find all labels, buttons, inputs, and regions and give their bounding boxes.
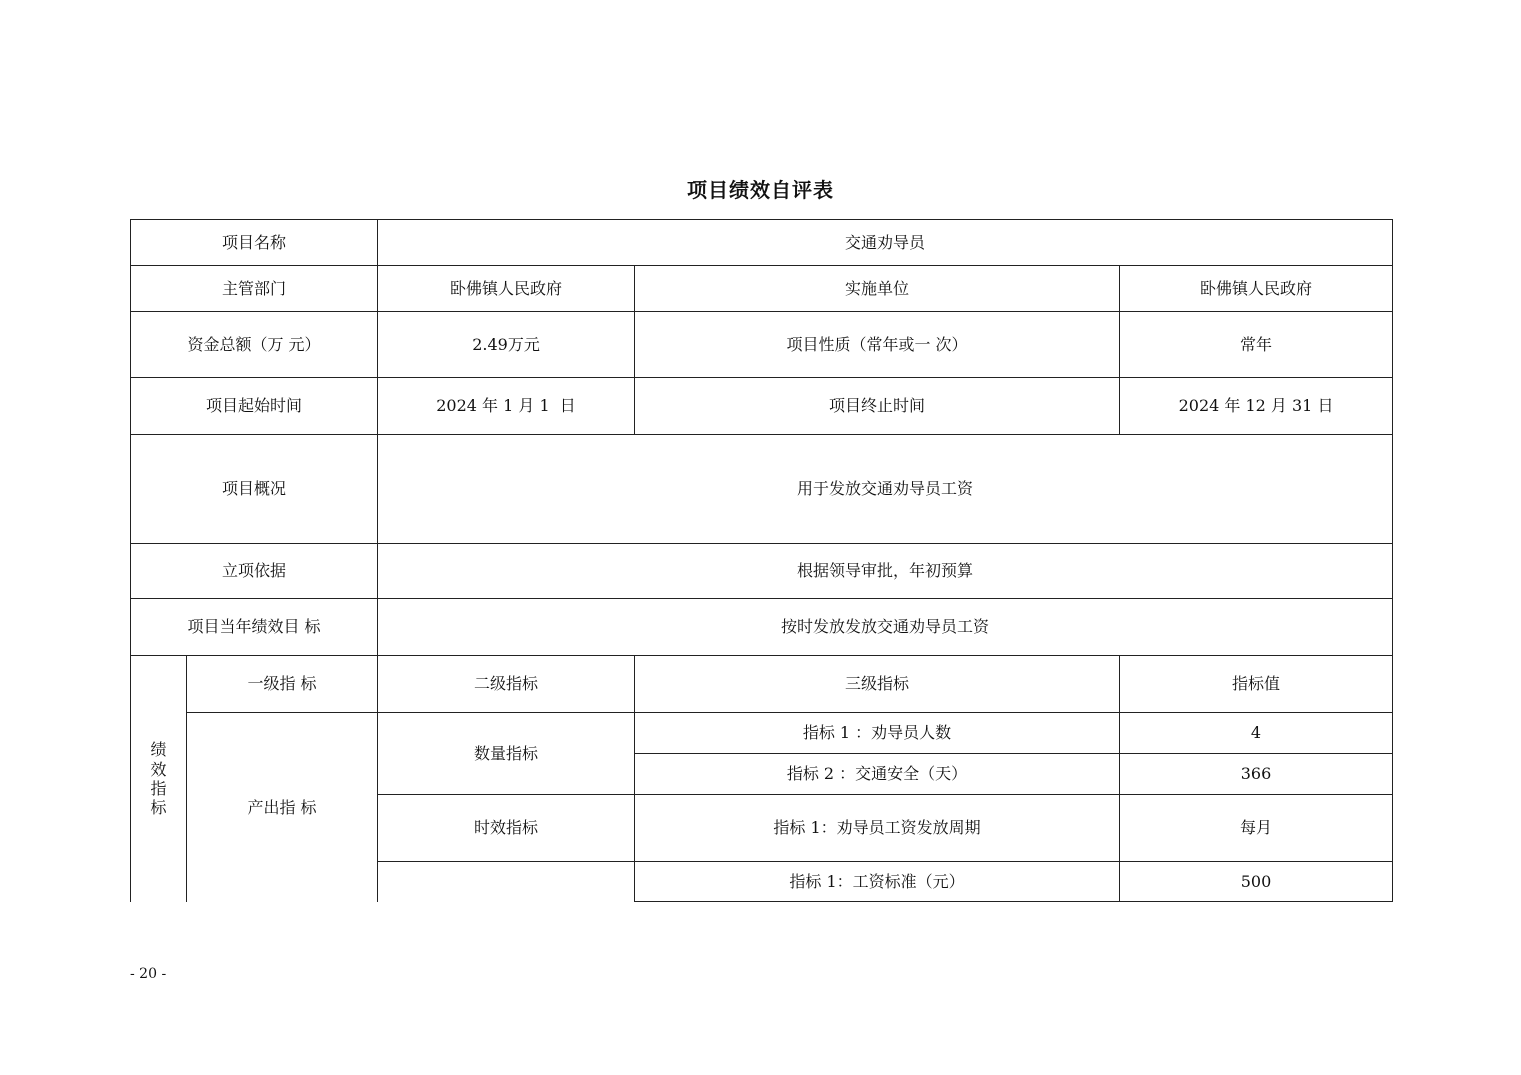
header-level1: 一级指 标 [187,656,378,713]
header-level3: 三级指标 [635,656,1120,713]
page-number: - 20 - [130,966,167,982]
impl-unit-label: 实施单位 [635,266,1120,312]
quantity-indicator-label: 数量指标 [378,713,635,795]
dept-value: 卧佛镇人民政府 [378,266,635,312]
indicator-name: 指标 1：工资标准（元） [635,862,1120,902]
end-time-label: 项目终止时间 [635,378,1120,435]
indicator-name: 指标 1 ：劝导员人数 [635,713,1120,754]
overview-label: 项目概况 [131,435,378,544]
cost-indicator-label [378,862,635,902]
performance-table [130,219,1393,902]
nature-value: 常年 [1120,312,1393,378]
header-level2: 二级指标 [378,656,635,713]
indicator-value: 每月 [1120,795,1393,862]
row-overview [131,435,1393,544]
end-time-value: 2024 年 12 月 31 日 [1120,378,1393,435]
table-row [131,713,1393,754]
nature-label: 项目性质（常年或一 次） [635,312,1120,378]
basis-value: 根据领导审批，年初预算 [378,544,1393,599]
impl-unit-value: 卧佛镇人民政府 [1120,266,1393,312]
start-time-label: 项目起始时间 [131,378,378,435]
row-project-name [131,220,1393,266]
indicator-value: 500 [1120,862,1393,902]
indicator-section-label: 绩 效 指 标 [131,656,187,902]
project-name-value: 交通劝导员 [378,220,1393,266]
indicator-value: 366 [1120,754,1393,795]
dept-label: 主管部门 [131,266,378,312]
row-funds [131,312,1393,378]
funds-label: 资金总额（万 元） [131,312,378,378]
start-time-value: 2024 年 1 月 1 日 [378,378,635,435]
row-time [131,378,1393,435]
page-title: 项目绩效自评表 [687,178,834,202]
project-name-label: 项目名称 [131,220,378,266]
row-basis [131,544,1393,599]
row-indicator-headers [131,656,1393,713]
goal-value: 按时发放发放交通劝导员工资 [378,599,1393,656]
indicator-name: 指标 2 ：交通安全（天） [635,754,1120,795]
header-value: 指标值 [1120,656,1393,713]
timeliness-indicator-label: 时效指标 [378,795,635,862]
funds-value: 2.49万元 [378,312,635,378]
basis-label: 立项依据 [131,544,378,599]
indicator-value: 4 [1120,713,1393,754]
indicator-name: 指标 1：劝导员工资发放周期 [635,795,1120,862]
row-goal [131,599,1393,656]
overview-value: 用于发放交通劝导员工资 [378,435,1393,544]
output-indicator-label: 产出指 标 [187,713,378,902]
goal-label: 项目当年绩效目 标 [131,599,378,656]
row-department [131,266,1393,312]
